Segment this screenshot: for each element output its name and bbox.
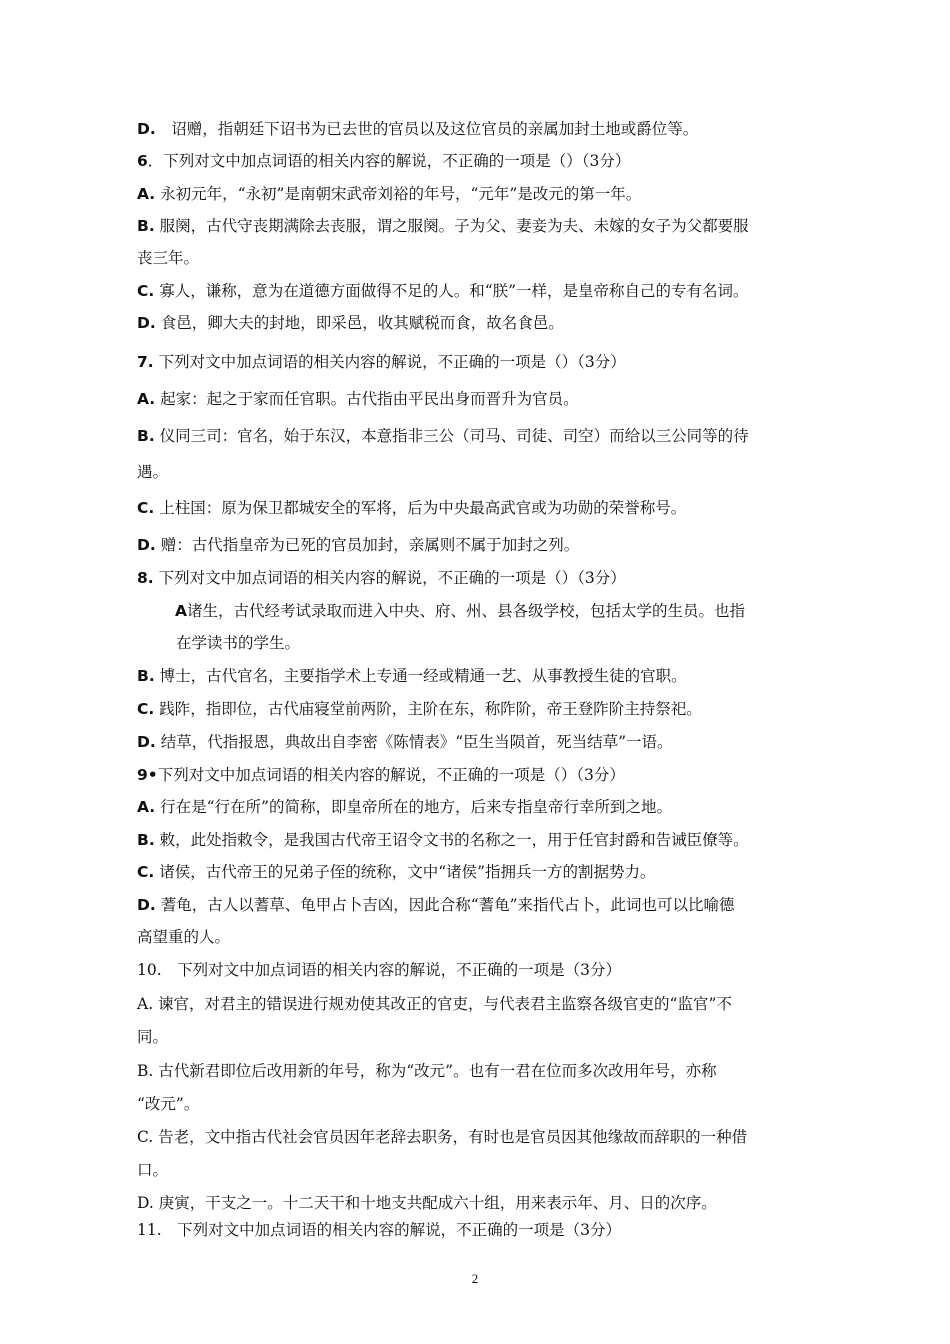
line-text: 高望重的人。 [137, 928, 231, 946]
line-text: 下列对文中加点词语的相关内容的解说，不正确的一项是（3分） [161, 961, 622, 979]
text-line [137, 183, 827, 205]
question-line [137, 351, 827, 373]
option-label: B. [137, 667, 155, 685]
text-line [137, 829, 827, 851]
option-label: C. [137, 700, 155, 718]
question-number: 11. [137, 1221, 162, 1239]
line-text: 食邑，卿大夫的封地，即采邑，收其赋税而食，故名食邑。 [155, 314, 564, 332]
option-label: D. [137, 120, 156, 138]
line-text: 永初元年，“永初”是南朝宋武帝刘裕的年号，“元年”是改元的第一年。 [155, 185, 642, 203]
question-number: 10. [137, 961, 162, 979]
line-text: 服阕，古代守丧期满除去丧服，谓之服阕。子为父、妻妾为夫、未嫁的女子为父都要服 [154, 217, 749, 235]
line-text: 谏官，对君主的错误进行规劝使其改正的官吏，与代表君主监察各级官吏的“监官”不 [153, 995, 732, 1013]
question-line [137, 959, 827, 981]
option-label: A [175, 602, 187, 620]
text-line [137, 1026, 827, 1048]
text-line [137, 1192, 827, 1214]
line-text: 起家：起之于家而任官职。古代指由平民出身而晋升为官员。 [155, 390, 579, 408]
text-line [137, 926, 827, 948]
line-text: 寡人，谦称，意为在道德方面做得不足的人。和“朕”一样，是皇帝称自己的专有名词。 [154, 282, 749, 300]
line-text: ．下列对文中加点词语的相关内容的解说，不正确的一项是（）（3分） [147, 152, 631, 170]
text-line [137, 665, 827, 687]
option-label: D. [137, 896, 156, 914]
option-label: C. [137, 863, 155, 881]
option-label: A. [137, 185, 156, 203]
text-line [137, 461, 827, 483]
option-label: A. [137, 798, 156, 816]
question-number: 6 [137, 152, 148, 170]
option-label: A. [137, 390, 156, 408]
text-line [137, 247, 827, 269]
option-label: A. [137, 995, 154, 1013]
line-text: 丧三年。 [137, 249, 200, 267]
line-text: 古代新君即位后改用新的年号，称为“改元”。也有一君在位而多次改用年号，亦称 [153, 1062, 717, 1080]
text-line [137, 312, 827, 334]
option-label: B. [137, 427, 155, 445]
option-label: C. [137, 282, 155, 300]
text-line [137, 388, 827, 410]
option-label: B. [137, 831, 155, 849]
line-text: 口。 [137, 1161, 169, 1179]
line-text: 赠：古代指皇帝为已死的官员加封，亲属则不属于加封之列。 [155, 536, 580, 554]
question-line [137, 1219, 827, 1241]
question-number: 7. [137, 353, 154, 371]
line-text: 同。 [137, 1028, 169, 1046]
line-text: 结草，代指报恩，典故出自李密《陈情表》“臣生当陨首，死当结草”一语。 [155, 733, 673, 751]
text-line [175, 600, 865, 622]
text-line [137, 280, 827, 302]
text-line [137, 425, 827, 447]
line-text: 行在是“行在所”的简称，即皇帝所在的地方，后来专指皇帝行幸所到之地。 [155, 798, 672, 816]
line-text: 诸生，古代经考试录取而进入中央、府、州、县各级学校，包括太学的生员。也指 [187, 602, 746, 620]
option-label: B. [137, 1062, 154, 1080]
line-text: 博士，古代官名，主要指学术上专通一经或精通一艺、从事教授生徒的官职。 [154, 667, 687, 685]
line-text: 告老，文中指古代社会官员因年老辞去职务，有时也是官员因其他缘故而辞职的一种借 [153, 1128, 748, 1146]
line-text: 践阼，指即位，古代庙寝堂前两阶，主阶在东，称阼阶，帝王登阼阶主持祭祀。 [154, 700, 702, 718]
option-label: D. [137, 1194, 154, 1212]
text-line [137, 497, 827, 519]
option-label: B. [137, 217, 155, 235]
line-text: 上柱国：原为保卫都城安全的军将，后为中央最高武官或为功勋的荣誉称号。 [154, 499, 687, 517]
text-line [137, 1126, 827, 1148]
question-line [137, 764, 827, 786]
option-label: D. [137, 733, 156, 751]
line-text: 蓍龟，古人以蓍草、龟甲占卜吉凶，因此合称“蓍龟”来指代占卜，此词也可以比喻德 [155, 896, 735, 914]
text-line [176, 632, 866, 654]
line-text: 在学读书的学生。 [176, 634, 301, 652]
question-line [137, 567, 827, 589]
line-text: 下列对文中加点词语的相关内容的解说，不正确的一项是（）（3分） [157, 766, 625, 784]
text-line [137, 118, 827, 140]
page-number: 2 [471, 1271, 479, 1286]
line-text: 下列对文中加点词语的相关内容的解说，不正确的一项是（）（3分） [153, 569, 626, 587]
text-line [137, 1159, 827, 1181]
option-label: D. [137, 536, 156, 554]
question-number: 8. [137, 569, 154, 587]
question-line [137, 150, 827, 172]
line-text: 敕，此处指敕令，是我国古代帝王诏令文书的名称之一，用于任官封爵和告诫臣僚等。 [154, 831, 749, 849]
line-text: 下列对文中加点词语的相关内容的解说，不正确的一项是（）（3分） [153, 353, 626, 371]
text-line [137, 698, 827, 720]
text-line [137, 215, 827, 237]
line-text: 仪同三司：官名，始于东汉，本意指非三公（司马、司徒、司空）而给以三公同等的待 [154, 427, 749, 445]
option-label: D. [137, 314, 156, 332]
line-text: 诏赠，指朝廷下诏书为已去世的官员以及这位官员的亲属加封土地或爵位等。 [155, 120, 699, 138]
line-text: “改元”。 [137, 1095, 200, 1113]
text-line [137, 796, 827, 818]
line-text: 下列对文中加点词语的相关内容的解说，不正确的一项是（3分） [161, 1221, 622, 1239]
option-label: C. [137, 1128, 154, 1146]
text-line [137, 861, 827, 883]
text-line [137, 894, 827, 916]
text-line [137, 1093, 827, 1115]
line-text: 诸侯，古代帝王的兄弟子侄的统称，文中“诸侯”指拥兵一方的割据势力。 [154, 863, 656, 881]
option-label: C. [137, 499, 155, 517]
text-line [137, 993, 827, 1015]
text-line [137, 731, 827, 753]
line-text: 庚寅，干支之一。十二天干和十地支共配成六十组，用来表示年、月、日的次序。 [153, 1194, 717, 1212]
line-text: 遇。 [137, 463, 169, 481]
question-number: 9• [137, 766, 158, 784]
text-line [137, 534, 827, 556]
text-line [137, 1060, 827, 1082]
